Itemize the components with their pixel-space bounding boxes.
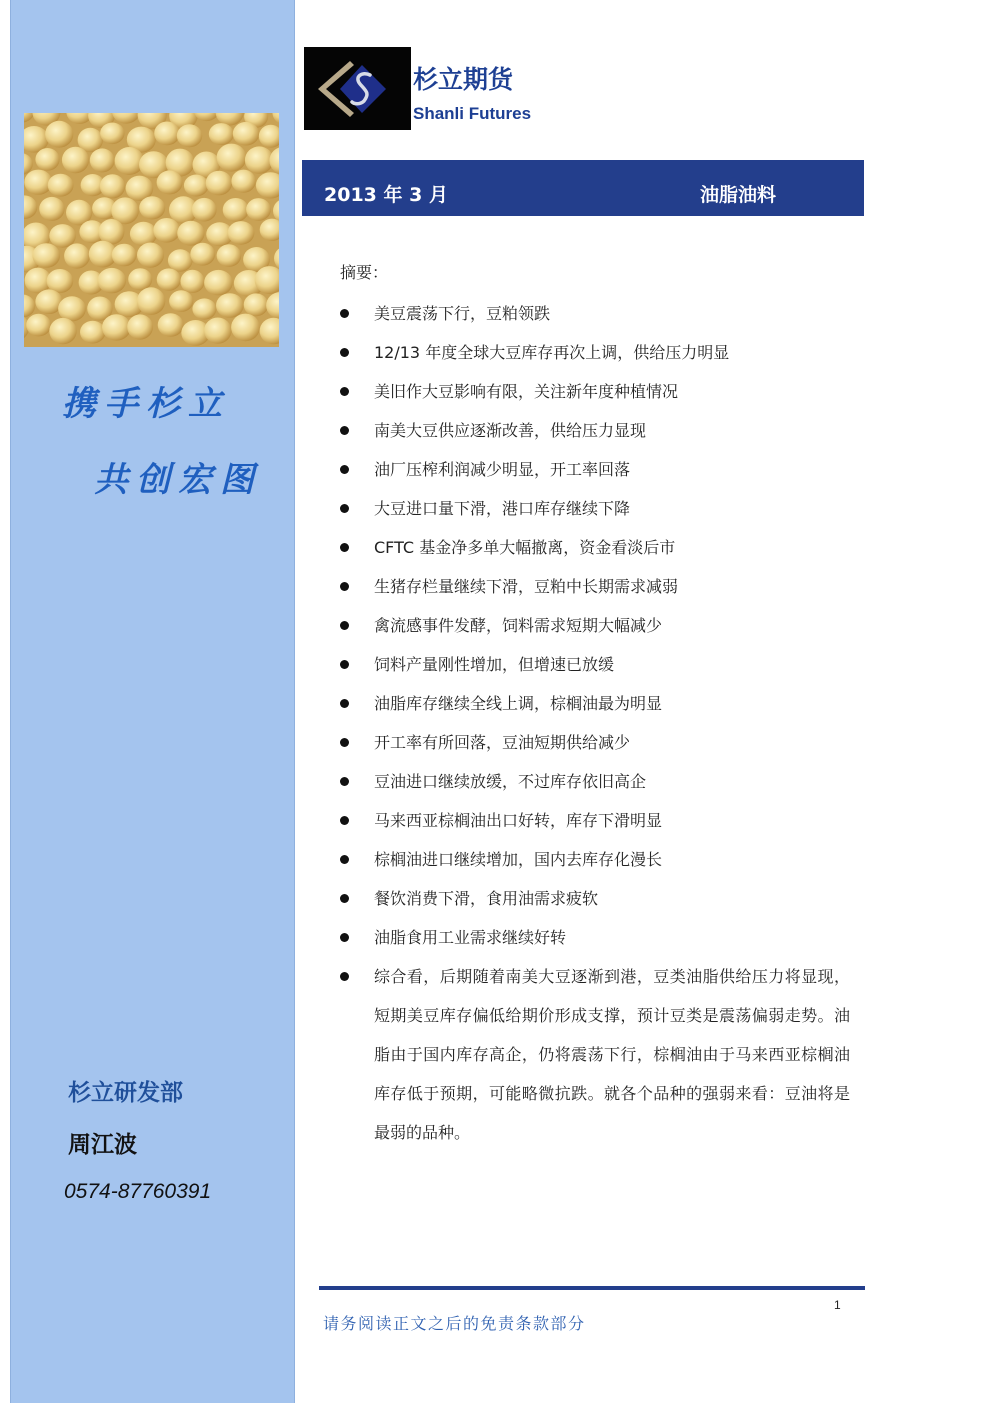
soybean — [169, 290, 193, 312]
soybean — [153, 218, 180, 243]
abstract-list — [340, 294, 850, 1152]
soybean — [137, 287, 165, 315]
soybean — [223, 198, 249, 222]
disclaimer-note: 请务阅读正文之后的免责条款部分 — [323, 1314, 586, 1333]
soybean — [49, 318, 76, 344]
soybean — [246, 198, 271, 221]
soybean — [168, 249, 193, 271]
list-item: 餐饮消费下滑，食用油需求疲软 — [340, 879, 850, 918]
soybean — [180, 270, 204, 293]
report-date: 2013 年 3 月 — [324, 184, 448, 206]
soybean — [112, 244, 137, 267]
soybeans-photo — [24, 113, 279, 347]
soybean — [216, 293, 244, 318]
logo-icon — [304, 47, 411, 130]
list-item: 油厂压榨利润减少明显，开工率回落 — [340, 450, 850, 489]
company-logo — [304, 47, 411, 130]
soybean — [157, 268, 181, 290]
soybean — [245, 146, 274, 173]
soybean — [204, 270, 233, 295]
soybean — [24, 170, 52, 195]
soybean — [204, 318, 231, 344]
soybean — [26, 314, 51, 337]
list-item: 饲料产量刚性增加，但增速已放缓 — [340, 645, 850, 684]
soybean — [32, 243, 60, 268]
soybean — [62, 147, 89, 173]
soybean — [177, 124, 202, 147]
soybean — [192, 298, 216, 319]
list-item: 大豆进口量下滑，港口库存继续下降 — [340, 489, 850, 528]
soybean — [128, 268, 152, 290]
department-name: 杉立研发部 — [68, 1080, 183, 1106]
list-item: 12/13 年度全球大豆库存再次上调，供给压力明显 — [340, 333, 850, 372]
soybean — [137, 243, 164, 268]
contact-phone: 0574-87760391 — [64, 1180, 212, 1203]
soybean — [184, 175, 209, 197]
list-item: 生猪存栏量继续下滑，豆粕中长期需求减弱 — [340, 567, 850, 606]
soybean — [139, 196, 165, 219]
soybeans-illustration — [24, 113, 279, 347]
author-name: 周江波 — [68, 1132, 137, 1158]
soybean — [100, 123, 124, 145]
list-item: 油脂食用工业需求继续好转 — [340, 918, 850, 957]
list-item: 南美大豆供应逐渐改善，供给压力显现 — [340, 411, 850, 450]
soybean — [127, 314, 153, 339]
list-item: 油脂库存继续全线上调，棕榈油最为明显 — [340, 684, 850, 723]
soybean — [217, 144, 247, 172]
brand-name-cn: 杉立期货 — [413, 65, 514, 94]
soybean — [233, 122, 259, 146]
list-item: 禽流感事件发酵，饲料需求短期大幅减少 — [340, 606, 850, 645]
list-item: 马来西亚棕榈油出口好转，库存下滑明显 — [340, 801, 850, 840]
list-item: CFTC 基金净多单大幅撤离，资金看淡后市 — [340, 528, 850, 567]
soybean — [190, 243, 215, 266]
list-item: 美豆震荡下行，豆粕领跌 — [340, 294, 850, 333]
list-item-summary: 综合看，后期随着南美大豆逐渐到港，豆类油脂供给压力将显现，短期美豆库存偏低给期价形成支撑，预计豆类是震荡偏弱走势。油脂由于国内库存高企，仍将震荡下行，棕榈油由于马来西亚棕榈油库存低于预期，可能略微抗跌。就各个品种的强弱来看：豆油将是最弱的品种。 — [340, 957, 850, 1152]
soybean — [158, 313, 184, 337]
soybean — [39, 197, 64, 221]
soybean — [48, 174, 74, 197]
report-banner — [302, 160, 864, 216]
soybean — [157, 170, 183, 194]
soybean — [244, 293, 269, 316]
soybean — [206, 171, 232, 196]
list-item: 美旧作大豆影响有限，关注新年度种植情况 — [340, 372, 850, 411]
soybean — [45, 121, 73, 148]
soybean — [47, 269, 74, 293]
abstract-label: 摘要： — [340, 263, 389, 282]
soybean — [80, 321, 105, 344]
soybean — [102, 314, 131, 340]
soybean — [192, 198, 217, 222]
soybean — [177, 221, 204, 246]
soybean — [58, 296, 86, 321]
soybean — [90, 148, 115, 172]
soybean — [49, 224, 76, 248]
soybean — [231, 314, 260, 342]
soybean — [35, 148, 59, 171]
page-number: 1 — [834, 1298, 841, 1312]
soybean — [100, 174, 125, 198]
brand-name-en: Shanli Futures — [413, 104, 532, 123]
soybean — [64, 243, 90, 268]
soybean — [231, 170, 255, 193]
soybean — [130, 222, 157, 246]
list-item: 开工率有所回落，豆油短期供给减少 — [340, 723, 850, 762]
soybean — [154, 122, 180, 146]
soybean — [209, 123, 234, 145]
soybean — [98, 268, 127, 293]
soybean — [228, 221, 255, 245]
list-item: 豆油进口继续放缓，不过库存依旧高企 — [340, 762, 850, 801]
slogan-line-1: 携手杉立 — [62, 384, 230, 424]
slogan-line-2: 共创宏图 — [94, 460, 262, 500]
soybean — [217, 244, 242, 267]
report-category: 油脂油料 — [700, 184, 777, 206]
footer-divider — [319, 1286, 865, 1290]
list-item: 棕榈油进口继续增加，国内去库存化漫长 — [340, 840, 850, 879]
